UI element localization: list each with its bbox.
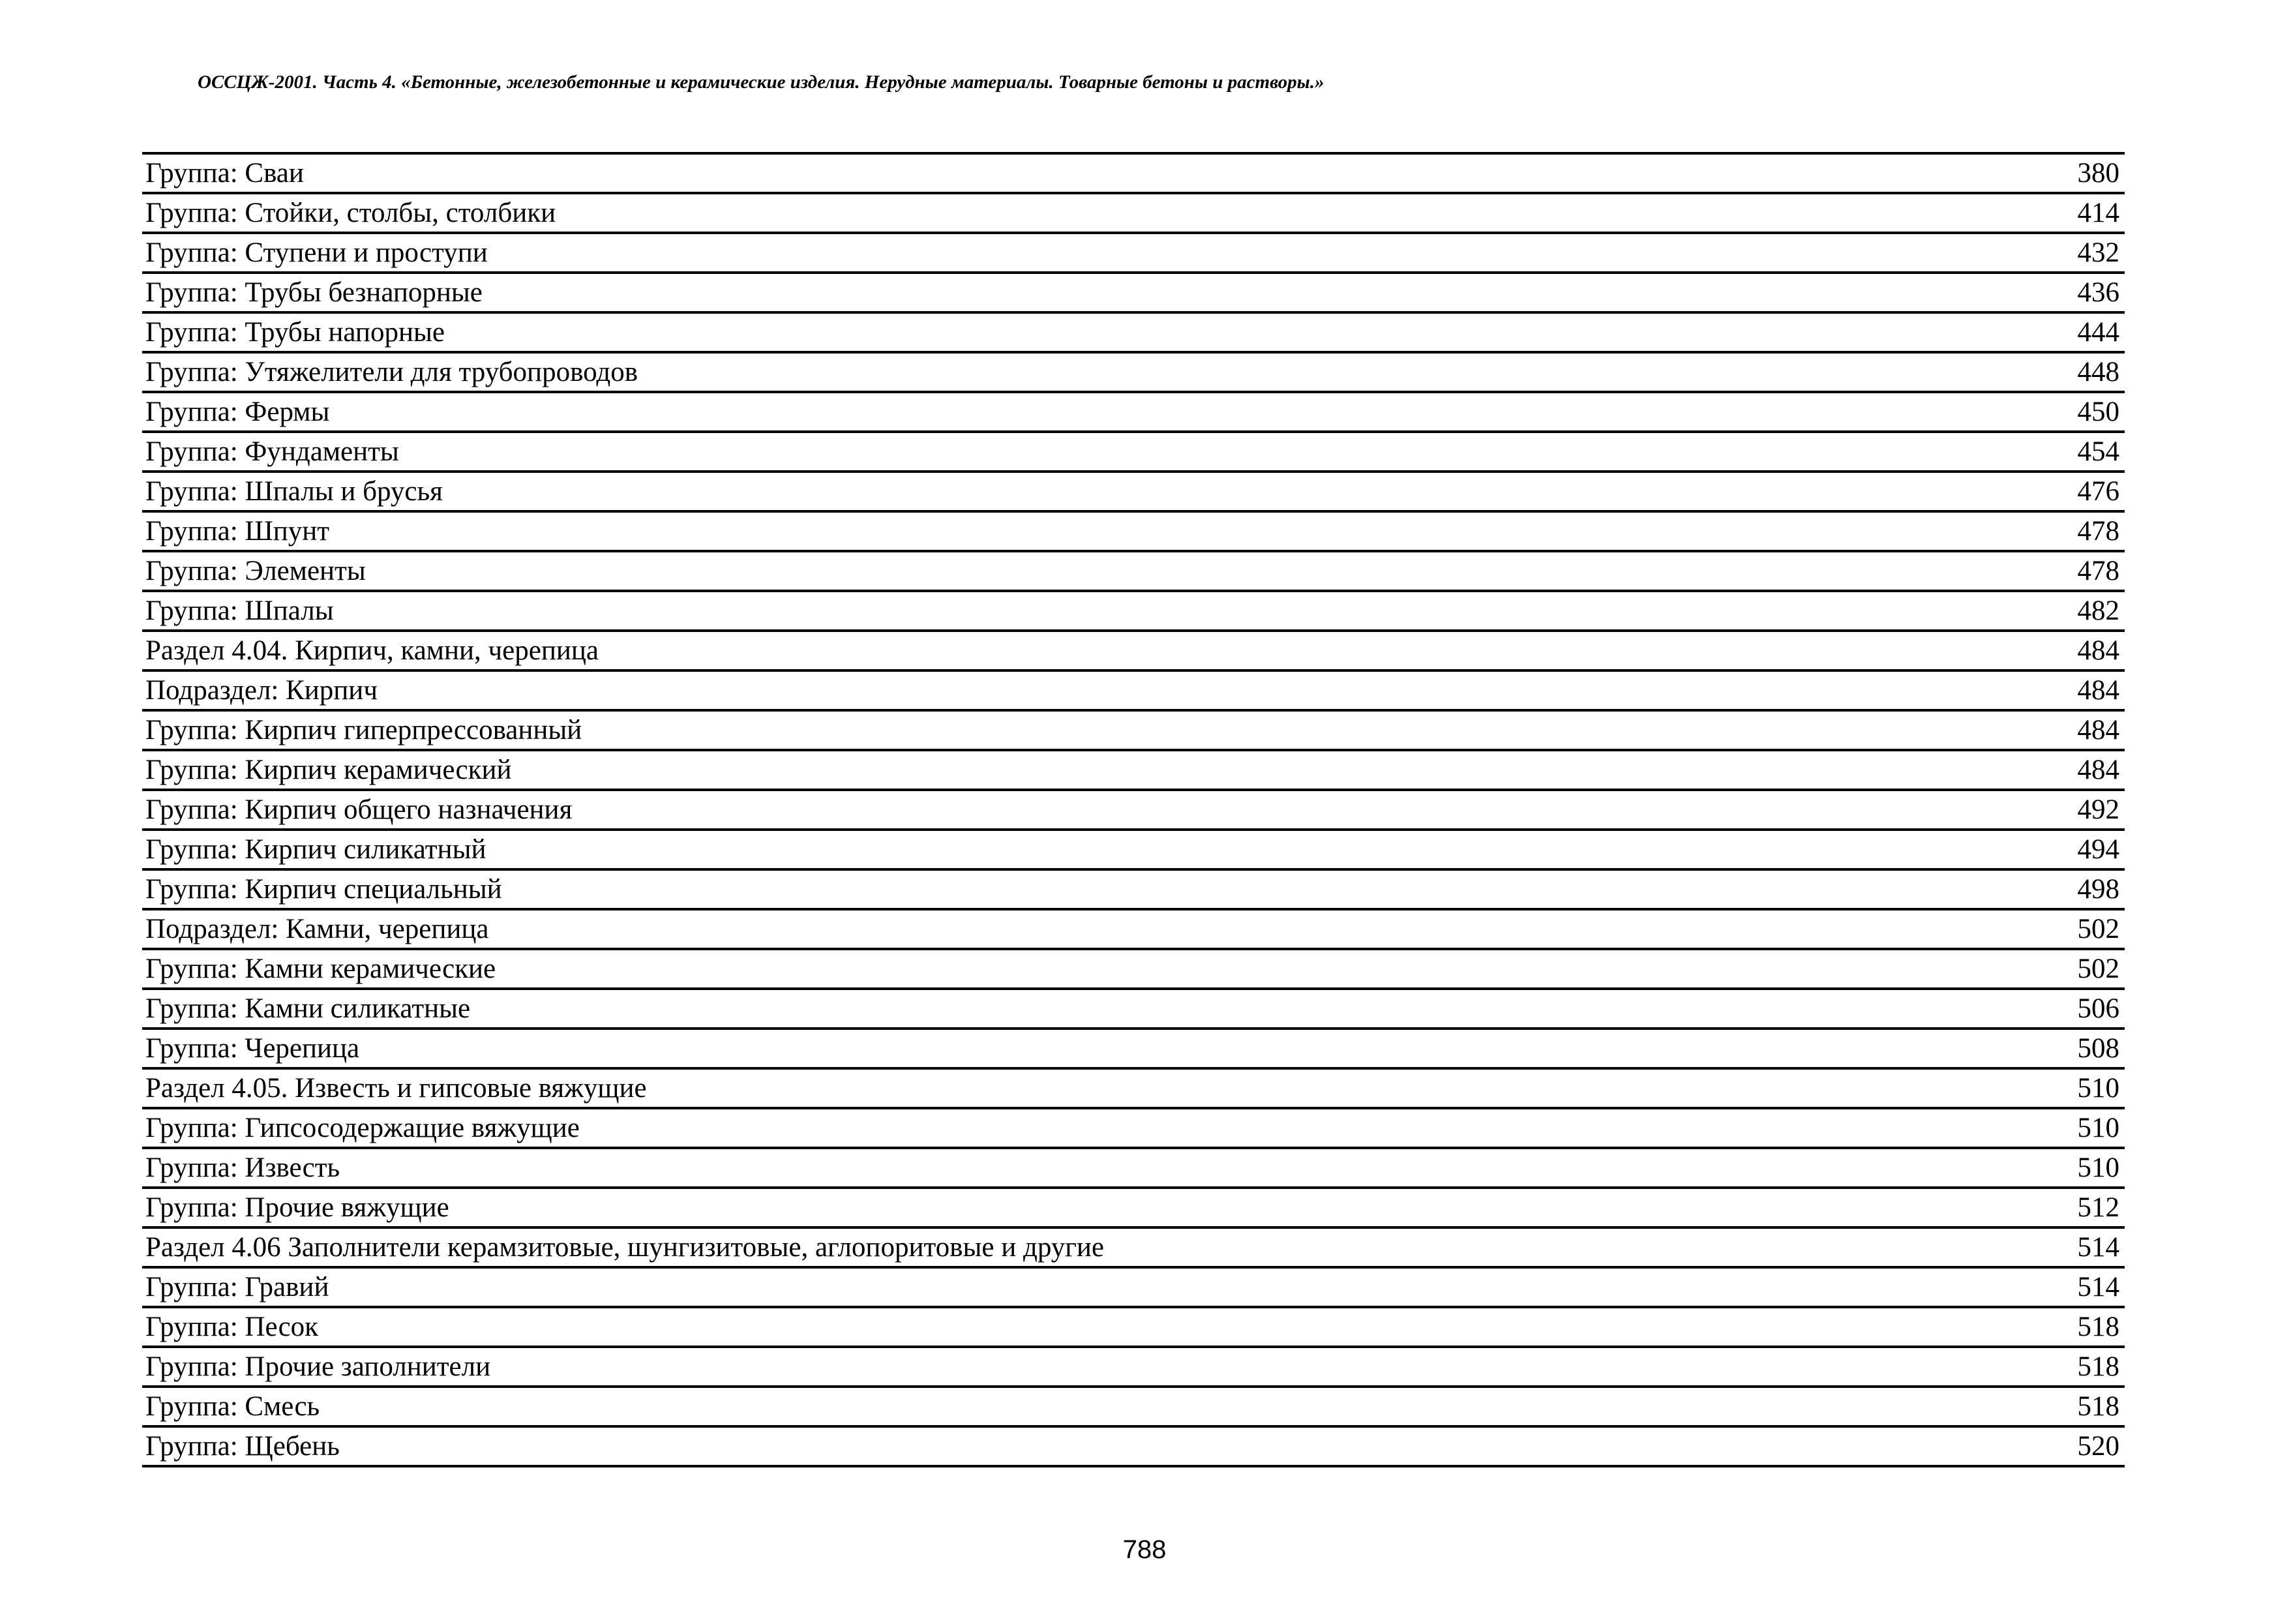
toc-row	[142, 1385, 2125, 1425]
toc-entry-page: 484	[2077, 635, 2119, 666]
toc-entry-title: Группа: Шпалы и брусья	[145, 475, 443, 507]
toc-row	[142, 669, 2125, 709]
toc-row	[142, 1027, 2125, 1067]
toc-entry-page: 514	[2077, 1231, 2119, 1263]
toc-row	[142, 1147, 2125, 1186]
toc-entry-page: 444	[2077, 316, 2119, 348]
toc-entry-title: Группа: Трубы напорные	[145, 316, 445, 348]
toc-entry-title: Группа: Щебень	[145, 1430, 340, 1462]
toc-entry-page: 514	[2077, 1271, 2119, 1302]
toc-row	[142, 510, 2125, 550]
toc-entry-page: 484	[2077, 754, 2119, 785]
toc-entry-title: Группа: Ступени и проступи	[145, 237, 488, 268]
toc-entry-title: Раздел 4.05. Известь и гипсовые вяжущие	[145, 1072, 647, 1104]
toc-row	[142, 430, 2125, 470]
toc-entry-title: Группа: Прочие вяжущие	[145, 1192, 449, 1223]
toc-entry-page: 436	[2077, 277, 2119, 308]
toc-entry-title: Группа: Гравий	[145, 1271, 329, 1302]
toc-entry-title: Группа: Черепица	[145, 1032, 360, 1064]
toc-entry-title: Группа: Шпалы	[145, 595, 334, 626]
toc-entry-title: Группа: Гипсосодержащие вяжущие	[145, 1112, 580, 1143]
toc-entry-title: Подраздел: Камни, черепица	[145, 913, 489, 944]
toc-entry-page: 414	[2077, 197, 2119, 228]
toc-entry-title: Группа: Стойки, столбы, столбики	[145, 197, 556, 228]
toc-entry-page: 518	[2077, 1391, 2119, 1422]
toc-entry-page: 510	[2077, 1072, 2119, 1104]
toc-row	[142, 948, 2125, 987]
toc-row	[142, 868, 2125, 908]
toc-entry-title: Группа: Трубы безнапорные	[145, 277, 483, 308]
toc-row	[142, 789, 2125, 828]
toc-entry-page: 502	[2077, 913, 2119, 944]
toc-row	[142, 1266, 2125, 1306]
toc-entry-page: 518	[2077, 1351, 2119, 1382]
toc-entry-page: 432	[2077, 237, 2119, 268]
toc-row	[142, 470, 2125, 510]
toc-entry-title: Группа: Камни силикатные	[145, 993, 471, 1024]
toc-entry-page: 478	[2077, 555, 2119, 586]
toc-entry-title: Группа: Песок	[145, 1311, 319, 1342]
toc-entry-title: Группа: Прочие заполнители	[145, 1351, 491, 1382]
toc-row	[142, 749, 2125, 789]
toc-row	[142, 1107, 2125, 1147]
toc-row	[142, 1425, 2125, 1467]
toc-entry-title: Группа: Утяжелители для трубопроводов	[145, 356, 638, 387]
toc-row	[142, 192, 2125, 232]
toc-row	[142, 908, 2125, 948]
toc-entry-title: Группа: Фермы	[145, 396, 330, 427]
toc-entry-title: Группа: Шпунт	[145, 515, 330, 547]
toc-entry-page: 502	[2077, 953, 2119, 984]
toc-row	[142, 629, 2125, 669]
toc-entry-title: Группа: Кирпич гиперпрессованный	[145, 714, 582, 745]
toc-entry-page: 510	[2077, 1112, 2119, 1143]
toc-entry-title: Раздел 4.04. Кирпич, камни, черепица	[145, 635, 599, 666]
toc-entry-page: 512	[2077, 1192, 2119, 1223]
toc-entry-page: 448	[2077, 356, 2119, 387]
toc-entry-page: 454	[2077, 436, 2119, 467]
toc-entry-page: 478	[2077, 515, 2119, 547]
toc-entry-title: Группа: Камни керамические	[145, 953, 496, 984]
toc-entry-page: 518	[2077, 1311, 2119, 1342]
toc-entry-page: 506	[2077, 993, 2119, 1024]
toc-row	[142, 152, 2125, 192]
toc-row	[142, 1186, 2125, 1226]
toc-entry-title: Группа: Элементы	[145, 555, 366, 586]
toc-entry-title: Раздел 4.06 Заполнители керамзитовые, шунгизитовые, аглопоритовые и другие	[145, 1231, 1105, 1263]
toc-row	[142, 1306, 2125, 1346]
toc-entry-title: Группа: Смесь	[145, 1391, 320, 1422]
toc-row	[142, 232, 2125, 271]
toc-row	[142, 311, 2125, 351]
toc-entry-title: Группа: Кирпич силикатный	[145, 834, 486, 865]
toc-entry-page: 492	[2077, 794, 2119, 825]
toc-row	[142, 987, 2125, 1027]
toc-row	[142, 351, 2125, 391]
toc-entry-title: Группа: Кирпич керамический	[145, 754, 512, 785]
toc-entry-page: 484	[2077, 674, 2119, 706]
toc-entry-title: Группа: Известь	[145, 1152, 340, 1183]
toc-entry-page: 494	[2077, 834, 2119, 865]
toc-entry-title: Подраздел: Кирпич	[145, 674, 378, 706]
toc-entry-page: 498	[2077, 873, 2119, 905]
toc-row	[142, 550, 2125, 590]
toc-row	[142, 1226, 2125, 1266]
toc-entry-page: 482	[2077, 595, 2119, 626]
toc-row	[142, 709, 2125, 749]
toc-row	[142, 391, 2125, 430]
toc-entry-page: 510	[2077, 1152, 2119, 1183]
toc-entry-title: Группа: Кирпич специальный	[145, 873, 502, 905]
toc-entry-title: Группа: Фундаменты	[145, 436, 399, 467]
toc-entry-page: 508	[2077, 1032, 2119, 1064]
running-header: ОССЦЖ-2001. Часть 4. «Бетонные, железобетонные и керамические изделия. Нерудные материалы. Товарные бетоны и растворы.»	[198, 72, 1324, 93]
toc-row	[142, 590, 2125, 629]
toc-entry-page: 450	[2077, 396, 2119, 427]
toc-row	[142, 1346, 2125, 1385]
page-number: 788	[1122, 1535, 1167, 1564]
toc-entry-page: 476	[2077, 475, 2119, 507]
toc-row	[142, 1067, 2125, 1107]
table-of-contents	[142, 152, 2125, 1467]
toc-entry-page: 380	[2077, 157, 2119, 188]
toc-row	[142, 828, 2125, 868]
toc-entry-page: 520	[2077, 1430, 2119, 1462]
toc-row	[142, 271, 2125, 311]
toc-entry-title: Группа: Кирпич общего назначения	[145, 794, 573, 825]
toc-entry-title: Группа: Сваи	[145, 157, 304, 188]
toc-entry-page: 484	[2077, 714, 2119, 745]
